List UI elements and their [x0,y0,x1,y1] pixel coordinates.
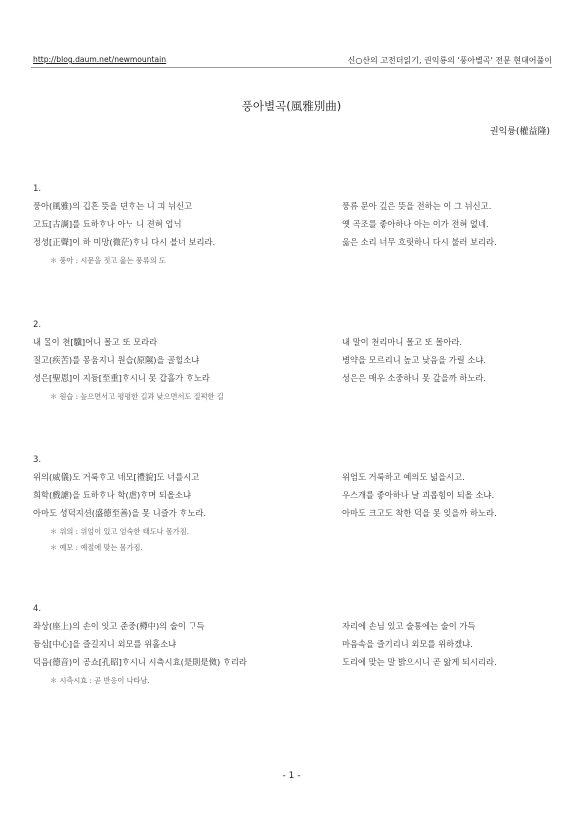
modern-line: 성은은 매우 소중하니 못 갚을까 하노라. [342,373,487,383]
modern-line: 자리에 손님 있고 술통에는 술이 가득 [342,621,476,631]
original-line: 듕심[中心]을 즐길지니 외모를 위홀소냐 [33,639,177,649]
section-number: 1. [33,184,42,194]
section-number: 2. [33,320,42,330]
verse-section-4 [33,604,553,699]
original-line: 풍아(風雅)의 깁흔 뜻을 뎐ᄒᆞ는 니 긔 뉘신고 [33,201,193,211]
header-divider [31,67,552,68]
original-line: 희학(戲謔)을 됴하ᄒᆞ나 학(虐)ᄒᆞ며 되올소냐 [33,490,191,500]
original-line: 위의(威儀)도 거룩ᄒᆞ고 네모[禮貌]도 너를시고 [33,472,200,482]
original-line: 좌상(座上)의 손이 잇고 준중(樽中)의 술이 ᄀᆞ득 [33,621,205,631]
modern-line: 마음속을 즐기리니 외모를 위하겠냐. [342,639,473,649]
verse-section-3 [33,455,553,565]
modern-line: 위엄도 거룩하고 예의도 넓을시고. [342,472,465,482]
modern-line: 아마도 크고도 착한 덕을 못 잊을까 하노라. [342,508,497,518]
original-line: 고됴[古調]를 됴하ᄒᆞ나 아ᄂᆞ 니 젼혀 업ᄂᆡ [33,219,182,229]
modern-line: 우스개를 좋아하나 날 괴롭힘이 되올 소냐. [342,490,495,500]
verse-section-2 [33,320,553,415]
modern-line: 옛 곡조를 좋아하나 아는 이가 전혀 없네. [342,219,489,229]
page-number: - 1 - [282,771,301,781]
section-number: 3. [33,455,42,465]
original-line: 정셩[正聲]이 하 미망(微茫)ᄒᆞ니 다시 블너 보리라. [33,237,216,247]
original-line: 아마도 셩덕지션(盛德至善)을 못 니즐가 ᄒᆞ노라. [33,508,207,518]
modern-line: 내 말이 천리마니 몰고 또 몰아라. [342,337,463,347]
footnote: ＊ 예모 : 예절에 맞는 몸가짐. [50,543,143,552]
modern-line: 도리에 맞는 말 밝으시니 곧 앎게 되시리라. [342,657,497,667]
modern-line: 풍류 문아 깊은 뜻을 전하는 이 그 뉘신고. [342,201,492,211]
modern-line: 병약을 모르리니 높고 낮음을 가릴 소냐. [342,355,487,365]
document-title: 풍아별곡(風雅別曲) [241,99,342,113]
footnote: ＊ 풍아 : 시문을 짓고 읊는 풍류의 도 [50,256,166,265]
original-line: 내 ᄆᆞᆯ이 쳔[驥]어니 몰고 또 모라라 [33,337,158,347]
footnote: ＊ 시측시효 : 곧 반응이 나타남. [50,676,150,685]
section-number: 4. [33,604,42,614]
verse-section-1 [33,184,553,279]
document-author: 권익륭(權益隆) [489,127,550,137]
footnote: ＊ 원습 : 높으면서고 평평한 길과 낮으면서도 질퍽한 길 [50,392,224,401]
modern-line: 옳은 소리 너무 흐릿하니 다시 불러 보리라. [342,237,497,247]
footnote: ＊ 위의 : 위엄이 있고 엄숙한 태도나 몸가짐. [50,527,189,536]
original-line: 셩은[聖恩]이 지듕[至重]ᄒᆞ시니 못 갑흘가 ᄒᆞ노라 [33,373,210,383]
blog-url-link[interactable]: http://blog.daum.net/newmountain [33,55,167,64]
original-line: 덕음(德音)이 공쇼[孔昭]ᄒᆞ시니 시측시효(是則是傚) ᄒᆞ리라 [33,657,247,667]
header-info: 신○산의 고전더읽기, 권익룡의 '풍아별곡' 전문 현대어풀이 [347,56,552,65]
original-line: 질고(疾苦)를 몽움지니 원습(原隰)을 골힐소냐 [33,355,200,365]
